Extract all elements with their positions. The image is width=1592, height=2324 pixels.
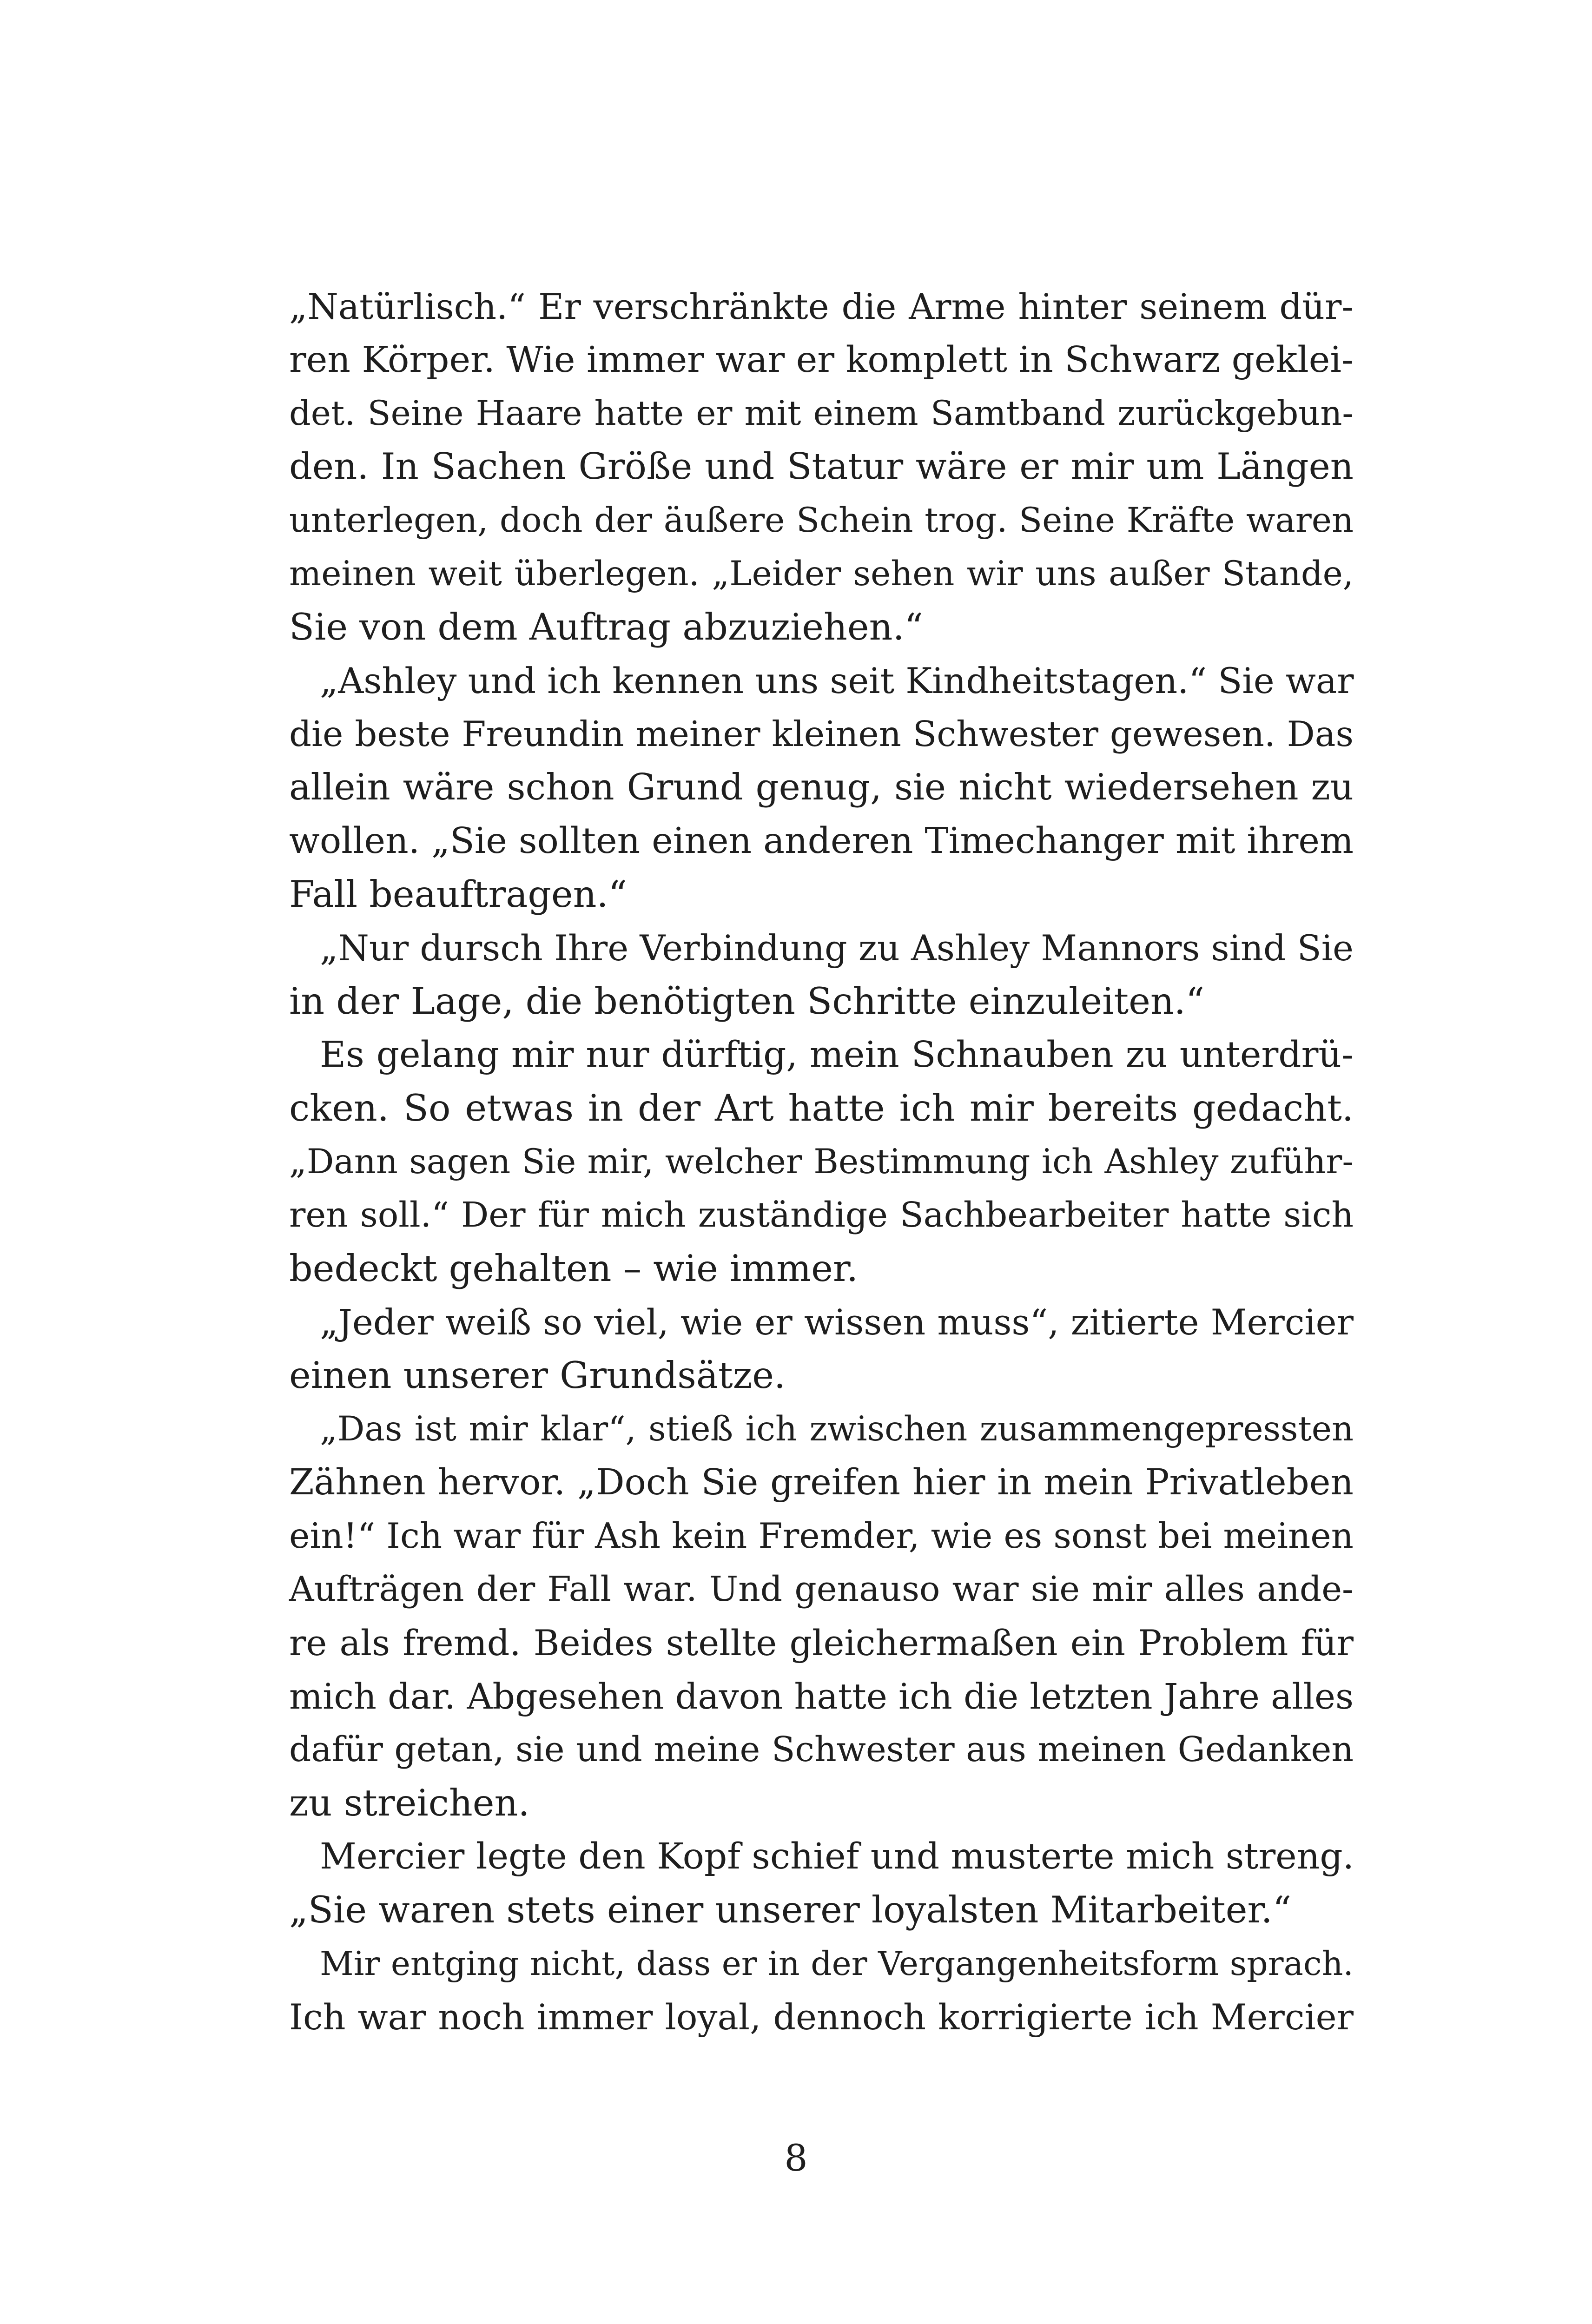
text-line: „Natürlisch.“ Er verschränkte die Arme hinter seinem dür- <box>289 286 1354 327</box>
paragraph <box>289 1028 1354 1295</box>
text-line: dafür getan, sie und meine Schwester aus meinen Gedanken <box>289 1730 1354 1769</box>
text-line: in der Lage, die benötigten Schritte einzuleiten.“ <box>289 980 1205 1023</box>
text-line: zu streichen. <box>289 1782 530 1824</box>
text-line: Mercier legte den Kopf schief und musterte mich streng. <box>320 1836 1354 1877</box>
paragraph <box>289 1295 1354 1402</box>
text-line: den. In Sachen Größe und Statur wäre er mir um Längen <box>289 446 1354 488</box>
text-line: Zähnen hervor. „Doch Sie greifen hier in mein Privatleben <box>289 1462 1354 1503</box>
text-line: „Sie waren stets einer unserer loyalsten Mitarbeiter.“ <box>289 1888 1292 1931</box>
paragraph <box>289 921 1354 1028</box>
text-line: Fall beauftragen.“ <box>289 873 628 916</box>
text-line: „Jeder weiß so viel, wie er wissen muss“, zitierte Mercier <box>320 1301 1354 1343</box>
paragraph <box>289 654 1354 921</box>
text-line: ren Körper. Wie immer war er komplett in Schwarz geklei- <box>289 339 1354 381</box>
text-line: einen unserer Grundsätze. <box>289 1354 786 1397</box>
text-line: „Ashley und ich kennen uns seit Kindheitstagen.“ Sie war <box>320 660 1354 701</box>
paragraph <box>289 280 1354 654</box>
text-line: Ich war noch immer loyal, dennoch korrigierte ich Mercier <box>289 1996 1354 2038</box>
text-line: „Nur dursch Ihre Verbindung zu Ashley Mannors sind Sie <box>320 927 1354 969</box>
paragraph <box>289 1830 1354 1937</box>
text-line: det. Seine Haare hatte er mit einem Samtband zurückgebun- <box>289 394 1354 433</box>
text-line: die beste Freundin meiner kleinen Schwester gewesen. Das <box>289 713 1354 754</box>
text-line: ein!“ Ich war für Ash kein Fremder, wie es sonst bei meinen <box>289 1515 1354 1556</box>
text-line: re als fremd. Beides stellte gleichermaßen ein Problem für <box>289 1622 1354 1664</box>
body-text <box>289 280 1354 2044</box>
text-line: „Das ist mir klar“, stieß ich zwischen zusammengepressten <box>320 1409 1354 1449</box>
text-line: bedeckt gehalten – wie immer. <box>289 1247 859 1290</box>
text-line: Sie von dem Auftrag abzuziehen.“ <box>289 606 924 648</box>
text-line: cken. So etwas in der Art hatte ich mir bereits gedacht. <box>289 1087 1354 1129</box>
text-line: wollen. „Sie sollten einen anderen Timechanger mit ihrem <box>289 820 1354 862</box>
paragraph <box>289 1937 1354 2044</box>
text-line: Mir entging nicht, dass er in der Vergangenheitsform sprach. <box>320 1944 1354 1983</box>
text-line: ren soll.“ Der für mich zuständige Sachbearbeiter hatte sich <box>289 1195 1354 1235</box>
paragraph <box>289 1402 1354 1830</box>
text-line: mich dar. Abgesehen davon hatte ich die letzten Jahre alles <box>289 1676 1354 1717</box>
text-line: Aufträgen der Fall war. Und genauso war sie mir alles ande- <box>289 1569 1354 1609</box>
text-line: Es gelang mir nur dürftig, mein Schnauben zu unterdrü- <box>320 1034 1354 1076</box>
text-line: unterlegen, doch der äußere Schein trog. Seine Kräfte waren <box>289 501 1354 540</box>
text-line: „Dann sagen Sie mir, welcher Bestimmung ich Ashley zuführ- <box>289 1142 1354 1182</box>
page-number: 8 <box>784 2137 808 2179</box>
text-line: allein wäre schon Grund genug, sie nicht wiedersehen zu <box>289 766 1354 808</box>
text-line: meinen weit überlegen. „Leider sehen wir uns außer Stande, <box>289 554 1354 594</box>
